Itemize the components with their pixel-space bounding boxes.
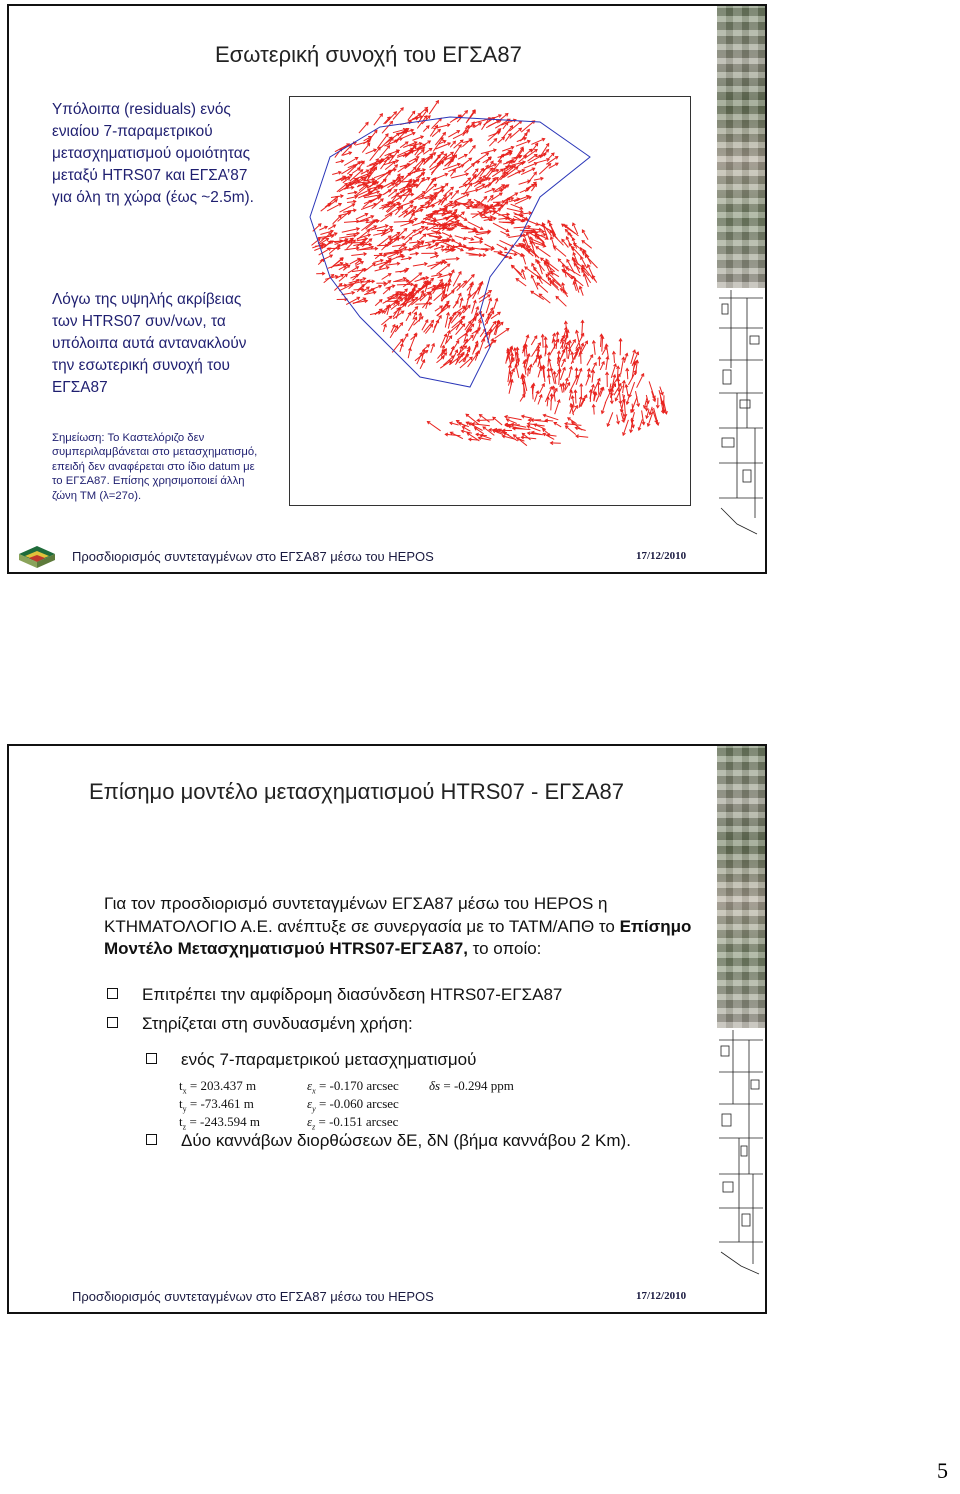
slide-2-title: Επίσημο μοντέλο μετασχηματισμού HTRS07 - ΕΓΣΑ87 [89, 779, 624, 804]
aerial-photo-image [717, 746, 765, 1028]
checkbox-bullet-icon [146, 1134, 157, 1145]
footer-title: Προσδιορισμός συντεταγμένων στο ΕΓΣΑ87 μέσω του HEPOS [72, 1289, 434, 1304]
bullet-combined-use-text: Στηρίζεται στη συνδυασμένη χρήση: [142, 1014, 413, 1033]
param-ey: $\varepsilon_y = -0.060$ arcsec [307, 1096, 399, 1114]
checkbox-bullet-icon [146, 1053, 157, 1064]
greece-residual-vectors [290, 97, 690, 505]
subbullet-correction-grids [146, 1131, 631, 1151]
param-ez: $\varepsilon_z = -0.151$ arcsec [307, 1114, 399, 1132]
slide-1 [7, 4, 767, 574]
hepos-logo-icon [15, 542, 59, 572]
slide-2-footer [9, 1282, 765, 1312]
slide-1-title: Εσωτερική συνοχή του ΕΓΣΑ87 [215, 42, 522, 67]
bullet-combined-use [107, 1014, 413, 1034]
slide-1-footer [9, 542, 765, 572]
param-ex: $\varepsilon_x = -0.170$ arcsec [307, 1078, 399, 1096]
checkbox-bullet-icon [107, 988, 118, 999]
subbullet-seven-param-text: ενός 7-παραμετρικού μετασχηματισμού [181, 1050, 477, 1069]
aerial-photo-image [717, 6, 765, 288]
decorative-aerial-strip [717, 746, 765, 1282]
bullet-bidirectional-text: Επιτρέπει την αμφίδρομη διασύνδεση HTRS07-ΕΓΣΑ87 [142, 985, 563, 1004]
param-ty: $t_y = -73.461$ m [179, 1096, 254, 1114]
footer-date: 17/12/2010 [636, 550, 687, 562]
footer-date: 17/12/2010 [636, 1290, 687, 1302]
param-tx: $t_x = 203.437$ m [179, 1078, 257, 1096]
footer-title: Προσδιορισμός συντεταγμένων στο ΕΓΣΑ87 μέσω του HEPOS [72, 549, 434, 564]
param-ds: δs = -0.294 ppm [429, 1078, 514, 1093]
internal-consistency-paragraph: Λόγω της υψηλής ακρίβειας των HTRS07 συν/νων, τα υπόλοιπα αυτά αντανακλούν την εσωτερική συνοχή του ΕΓΣΑ87 [52, 291, 247, 396]
cadastral-plan-image [717, 1028, 765, 1282]
cadastral-plan-image [717, 288, 765, 542]
slide-2 [7, 744, 767, 1314]
page-number: 5 [937, 1458, 948, 1483]
transformation-model-intro [104, 893, 744, 961]
subbullet-seven-param [146, 1050, 476, 1070]
intro-text-start: Για τον προσδιορισμό συντεταγμένων ΕΓΣΑ87 μέσω του HEPOS η ΚΤΗΜΑΤΟΛΟΓΙΟ Α.Ε. ανέπτυξε σε συνεργασία με το ΤΑΤΜ/ΑΠΘ το [104, 894, 620, 936]
bullet-bidirectional [107, 985, 562, 1005]
residuals-paragraph: Υπόλοιπα (residuals) ενός ενιαίου 7-παραμετρικού μετασχηματισμού ομοιότητας μεταξύ HTRS07 και ΕΓΣΑ’87 για όλη τη χώρα (έως ~2.5m). [52, 101, 254, 206]
intro-model-name: Επίσημο Μοντέλο Μετασχηματισμού HTRS07-ΕΓΣΑ87, [104, 916, 692, 958]
checkbox-bullet-icon [107, 1017, 118, 1028]
kastellorizo-note: Σημείωση: Το Καστελόριζο δεν συμπεριλαμβάνεται στο μετασχηματισμό, επειδή δεν αναφέρεται στο ίδιο datum με το ΕΓΣΑ87. Επίσης χρησιμοποιεί άλλη ζώνη ΤΜ (λ=27ο). [52, 432, 258, 502]
intro-text-end: το οποίο: [467, 939, 542, 958]
param-tz: $t_z = -243.594$ m [179, 1114, 260, 1132]
subbullet-correction-grids-text: Δύο καννάβων διορθώσεων δΕ, δΝ (βήμα καννάβου 2 Km). [181, 1131, 631, 1150]
decorative-aerial-strip [717, 6, 765, 542]
residuals-vector-map [289, 96, 691, 506]
